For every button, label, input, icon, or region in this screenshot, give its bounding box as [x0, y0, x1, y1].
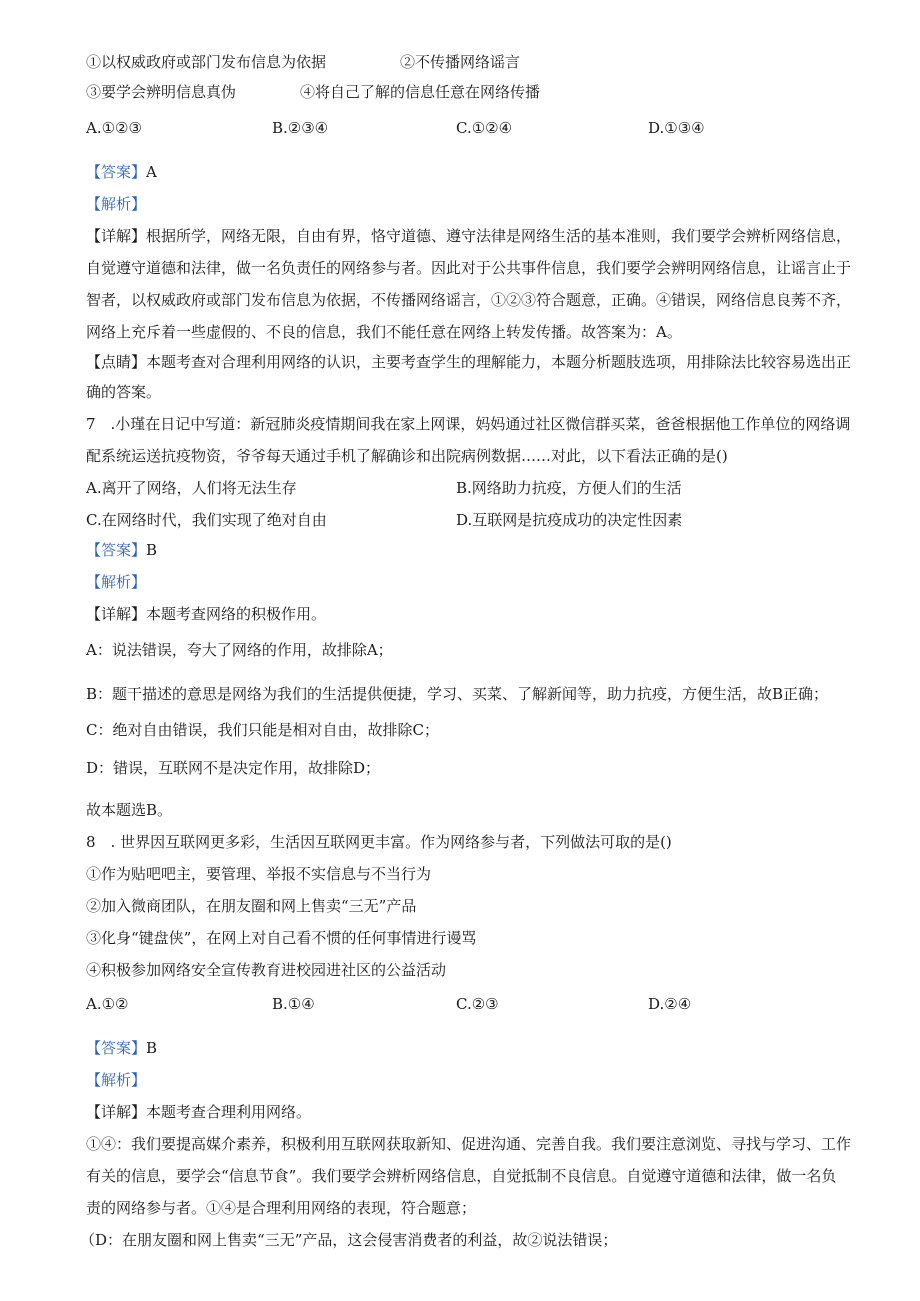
q8-stem: 8 . 世界因互联网更多彩，生活因互联网更丰富。作为网络参与者，下列做法可取的是(): [86, 833, 672, 851]
q7-stem-line-2: 配系统运送抗疫物资，爷爷每天通过手机了解确诊和出院病例数据……对此，以下看法正确的是(): [86, 447, 728, 465]
q6-option-c: C.①②④: [456, 119, 513, 137]
q8-answer: [86, 1038, 157, 1058]
answer-tag: 【答案】: [86, 163, 147, 181]
detail-text: 本题考查合理利用网络。: [146, 1103, 312, 1121]
q7-explain-b: B：题干描述的意思是网络为我们的生活提供便捷，学习、买菜、了解新闻等，助力抗疫，方便生活，故B正确；: [86, 685, 829, 703]
q7-stem-line-1: 7 .小瑾在日记中写道：新冠肺炎疫情期间我在家上网课，妈妈通过社区微信群买菜，爸爸根据他工作单位的网络调: [86, 415, 851, 433]
q8-detail: [86, 1102, 311, 1122]
q6-detail-line-1: [86, 226, 851, 246]
q7-explain-a: A：说法错误，夸大了网络的作用，故排除A；: [86, 641, 393, 659]
detail-tag: 【详解】: [86, 227, 147, 245]
q7-option-d: D.互联网是抗疫成功的决定性因素: [456, 511, 683, 529]
q6-comment-line-2: 确的答案。: [86, 383, 162, 401]
q6-detail-line-2: 自觉遵守道德和法律，做一名负责任的网络参与者。因此对于公共事件信息，我们要学会辨明网络信息，让谣言止于: [86, 259, 852, 277]
comment-tag: 【点睛】: [86, 353, 147, 371]
detail-tag: 【详解】: [86, 1103, 147, 1121]
q6-statement-1: ①以权威政府或部门发布信息为依据: [86, 53, 327, 71]
q7-detail: [86, 604, 326, 624]
q7-option-b: B.网络助力抗疫，方便人们的生活: [456, 479, 682, 497]
q8-analysis-tag: 【解析】: [86, 1071, 147, 1089]
q6-statement-3: ③要学会辨明信息真伪: [86, 83, 237, 101]
answer-value: A: [146, 163, 157, 181]
q8-statement-1: ①作为贴吧吧主，要管理、举报不实信息与不当行为: [86, 865, 432, 883]
q8-statement-4: ④积极参加网络安全宣传教育进校园进社区的公益活动: [86, 961, 447, 979]
q6-option-b: B.②③④: [272, 119, 329, 137]
q7-analysis-tag: 【解析】: [86, 573, 147, 591]
q8-statement-3: ③化身“键盘侠”，在网上对自己看不惯的任何事情进行谩骂: [86, 929, 477, 947]
q6-statement-4: ④将自己了解的信息任意在网络传播: [300, 83, 541, 101]
detail-text: 本题考查网络的积极作用。: [146, 605, 327, 623]
q8-option-a: A.①②: [86, 995, 129, 1013]
answer-tag: 【答案】: [86, 1039, 147, 1057]
q7-explain-d: D：错误，互联网不是决定作用，故排除D；: [86, 759, 381, 777]
q8-option-b: B.①④: [272, 995, 315, 1013]
answer-value: B: [146, 541, 158, 559]
q6-option-a: A.①②③: [86, 119, 142, 137]
detail-tag: 【详解】: [86, 605, 147, 623]
q7-explain-c: C：绝对自由错误，我们只能是相对自由，故排除C；: [86, 721, 439, 739]
q6-statement-2: ②不传播网络谣言: [400, 53, 521, 71]
q6-comment-line-1: [86, 352, 851, 372]
q6-answer: [86, 162, 157, 182]
q7-answer: [86, 540, 157, 560]
q8-explain-line-2: 有关的信息，要学会“信息节食”。我们要学会辨析网络信息，自觉抵制不良信息。自觉遵守道德和法律，做一名负: [86, 1167, 837, 1185]
q8-explain-line-4: （D：在朋友圈和网上售卖“三无”产品，这会侵害消费者的利益，故②说法错误；: [80, 1231, 618, 1249]
q8-statement-2: ②加入微商团队，在朋友圈和网上售卖“三无”产品: [86, 897, 417, 915]
q8-explain-line-3: 责的网络参与者。①④是合理利用网络的表现，符合题意；: [86, 1199, 477, 1217]
q7-option-c: C.在网络时代，我们实现了绝对自由: [86, 511, 327, 529]
comment-text: 本题考查对合理利用网络的认识，主要考查学生的理解能力，本题分析题肢选项，用排除法比较容易选出正: [146, 353, 852, 371]
q8-option-d: D.②④: [648, 995, 692, 1013]
q6-option-d: D.①③④: [648, 119, 705, 137]
q8-option-c: C.②③: [456, 995, 499, 1013]
q8-explain-line-1: ①④：我们要提高媒介素养，积极利用互联网获取新知、促进沟通、完善自我。我们要注意浏览、寻找与学习、工作: [86, 1135, 852, 1153]
q7-option-a: A.离开了网络，人们将无法生存: [86, 479, 297, 497]
answer-tag: 【答案】: [86, 541, 147, 559]
q6-analysis-tag: 【解析】: [86, 195, 147, 213]
q6-detail-line-4: 网络上充斥着一些虚假的、不良的信息，我们不能任意在网络上转发传播。故答案为：A。: [86, 323, 682, 341]
detail-text: 根据所学，网络无限，自由有界，恪守道德、遵守法律是网络生活的基本准则，我们要学会辨析网络信息，: [146, 227, 852, 245]
q7-conclusion: 故本题选B。: [86, 801, 173, 819]
answer-value: B: [146, 1039, 158, 1057]
q6-detail-line-3: 智者，以权威政府或部门发布信息为依据，不传播网络谣言，①②③符合题意，正确。④错误，网络信息良莠不齐，: [86, 291, 852, 309]
